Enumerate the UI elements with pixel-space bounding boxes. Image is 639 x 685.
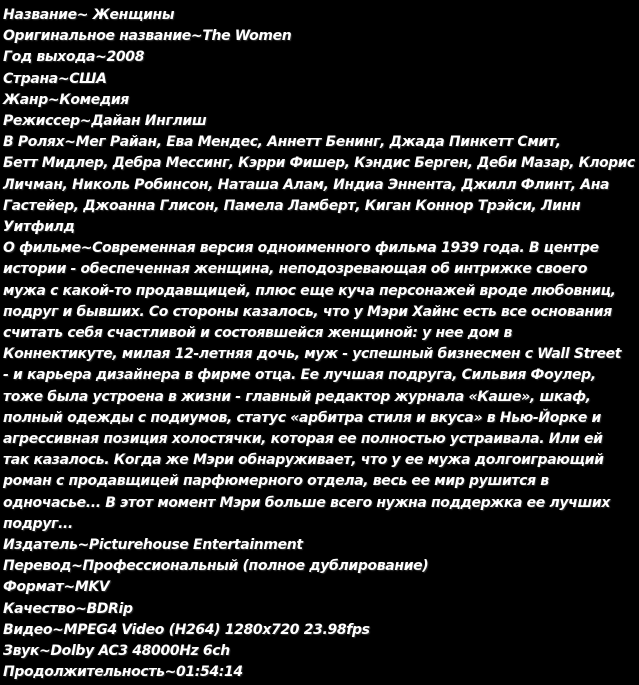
cast-line: Уитфилд xyxy=(3,219,75,236)
about-line: - и карьера дизайнера в фирме отца. Ее лучшая подруга, Сильвия Фоулер, xyxy=(3,367,596,384)
country-line: Страна~США xyxy=(3,70,107,87)
about-line: одночасье... В этот момент Мэри больше всего нужна поддержка ее лучших xyxy=(3,494,611,511)
year-line: Год выхода~2008 xyxy=(3,49,145,66)
about-line: подруг и бывших. Со стороны казалось, что у Мэри Хайнс есть все основания xyxy=(3,303,612,320)
audio-line: Звук~Dolby AC3 48000Hz 6ch xyxy=(3,643,230,660)
video-line: Видео~MPEG4 Video (H264) 1280x720 23.98fps xyxy=(3,621,370,638)
release-info-text xyxy=(3,5,635,684)
about-line: мужа с какой-то продавщицей, плюс еще куча персонажей вроде любовниц, xyxy=(3,282,616,299)
original-title-line: Оригинальное название~The Women xyxy=(3,28,292,45)
about-line: подруг... xyxy=(3,515,73,532)
cast-line: Гастейер, Джоанна Глисон, Памела Ламберт, Киган Коннор Трэйси, Линн xyxy=(3,197,581,214)
about-line: агрессивная позиция холостячки, которая ее полностью устраивала. Или ей xyxy=(3,431,603,448)
title-line: Название~ Женщины xyxy=(3,7,175,23)
about-line: так казалось. Когда же Мэри обнаруживает, что у ее мужа долгоиграющий xyxy=(3,452,604,469)
cast-line: В Ролях~Мег Райан, Ева Мендес, Аннетт Бенинг, Джада Пинкетт Смит, xyxy=(3,134,561,151)
publisher-line: Издатель~Picturehouse Entertainment xyxy=(3,537,303,554)
about-line: истории - обеспеченная женщина, неподозревающая об интрижке своего xyxy=(3,261,588,278)
about-line: О фильме~Современная версия одноименного фильма 1939 года. В центре xyxy=(3,240,599,257)
about-line: считать себя счастливой и состоявшейся женщиной: у нее дом в xyxy=(3,325,512,342)
cast-line: Бетт Мидлер, Дебра Мессинг, Кэрри Фишер, Кэндис Берген, Деби Мазар, Клорис xyxy=(3,155,635,172)
about-line: полный одежды с подиумов, статус «арбитра стиля и вкуса» в Нью-Йорке и xyxy=(3,409,601,426)
cast-line: Личман, Николь Робинсон, Наташа Алам, Индиа Эннента, Джилл Флинт, Ана xyxy=(3,176,610,193)
about-line: роман с продавщицей парфюмерного отдела, весь ее мир рушится в xyxy=(3,473,549,490)
format-line: Формат~MKV xyxy=(3,579,110,596)
duration-line: Продолжительность~01:54:14 xyxy=(3,664,243,681)
quality-line: Качество~BDRip xyxy=(3,600,133,617)
translation-line: Перевод~Профессиональный (полное дублирование) xyxy=(3,558,429,575)
director-line: Режиссер~Дайан Инглиш xyxy=(3,113,207,130)
about-block xyxy=(3,238,635,535)
genre-line: Жанр~Комедия xyxy=(3,91,129,108)
about-line: тоже была устроена в жизни - главный редактор журнала «Каше», шкаф, xyxy=(3,388,591,405)
about-line: Коннектикуте, милая 12-летняя дочь, муж - успешный бизнесмен с Wall Street xyxy=(3,346,622,363)
cast-block xyxy=(3,132,635,238)
